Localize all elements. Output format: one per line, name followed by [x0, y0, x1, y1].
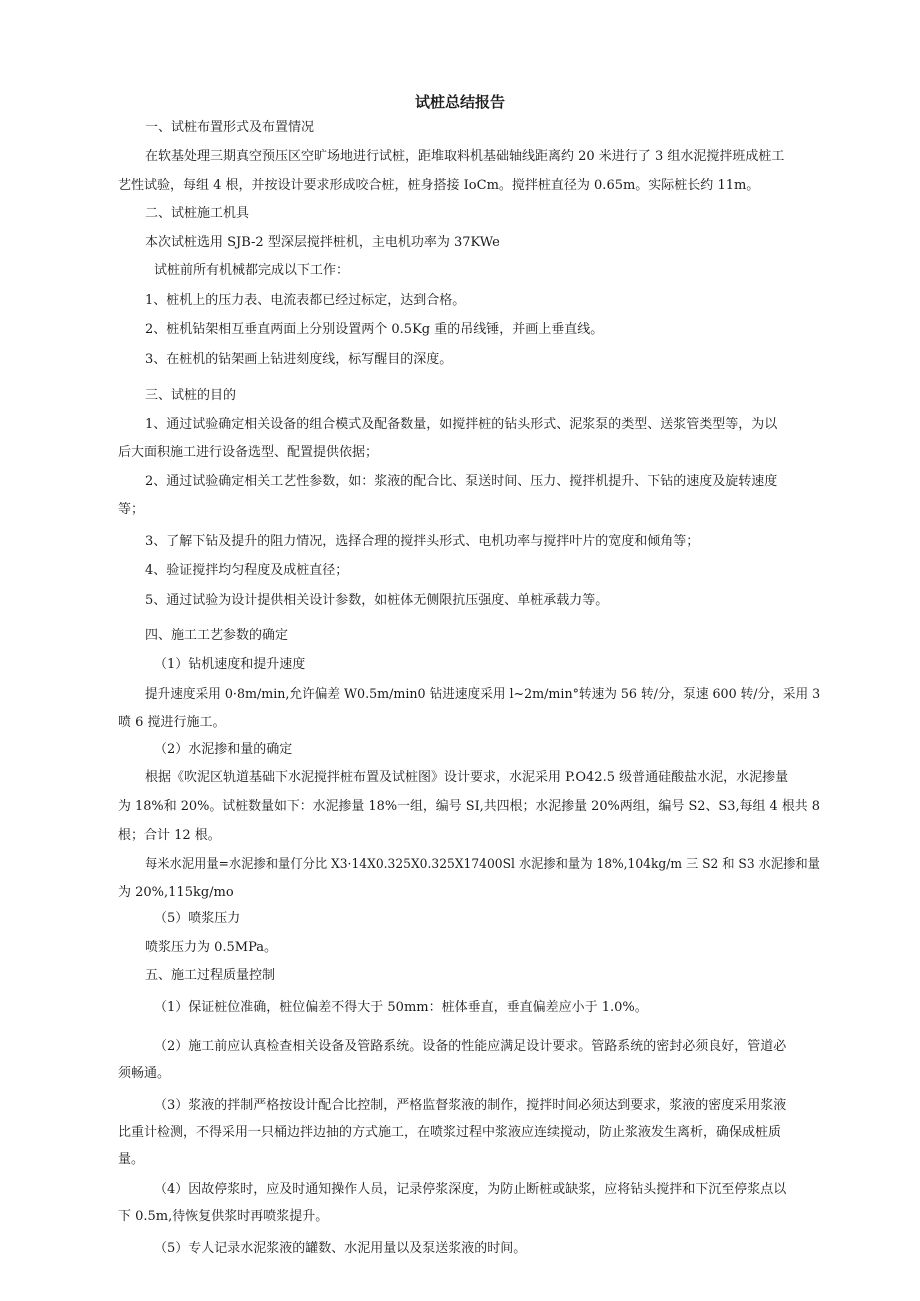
list-item-continuation: 须畅通。 [118, 1066, 171, 1081]
list-item: （1）保证桩位准确，桩位偏差不得大于 50mm：桩体垂直，垂直偏差应小于 1.0%。 [154, 1000, 648, 1015]
section-heading-1: 一、试桩布置形式及布置情况 [145, 120, 315, 135]
subsection-heading: （1）钻机速度和提升速度 [154, 657, 306, 672]
list-item-continuation: 比重计检测，不得采用一只桶边拌边抽的方式施工，在喷浆过程中浆液应连续搅动，防止浆液发生离析，确保成桩质 [118, 1125, 782, 1140]
paragraph-line: 根据《吹泥区轨道基础下水泥搅拌桩布置及试桩图》设计要求，水泥采用 P.O42.5 级普通硅酸盐水泥，水泥掺量 [145, 770, 789, 785]
paragraph-line: 艺性试验，每组 4 根，并按设计要求形成咬合桩，桩身搭接 IoCm。搅拌桩直径为 0.65m。实际桩长约 11m。 [118, 178, 760, 193]
list-item: 3、了解下钻及提升的阻力情况，选择合理的搅拌头形式、电机功率与搅拌叶片的宽度和倾角等； [145, 534, 700, 549]
list-item: 1、桩机上的压力表、电流表都已经过标定，达到合格。 [145, 293, 466, 308]
paragraph-line: 每米水泥用量=水泥掺和量仃分比 X3·14X0.325X0.325X17400Sl 水泥掺和量为 18%,104kg∕m 三 S2 和 S3 水泥掺和量 [145, 857, 820, 872]
paragraph-line: 在软基处理三期真空预压区空旷场地进行试桩，距堆取料机基础轴线距离约 20 米进行了 3 组水泥搅拌班成桩工 [145, 149, 785, 164]
list-item-continuation: 后大面积施工进行设备选型、配置提供依据； [118, 445, 379, 460]
list-item: 2、通过试验确定相关工艺性参数，如：浆液的配合比、泵送时间、压力、搅拌机提升、下钻的速度及旋转速度 [145, 474, 778, 489]
list-item: 2、桩机钻架相互垂直两面上分别设置两个 0.5Kg 重的吊线锤，并画上垂直线。 [145, 322, 604, 337]
list-item: （5）专人记录水泥浆液的罐数、水泥用量以及泵送浆液的时间。 [154, 1241, 527, 1256]
list-item-continuation: 下 0.5m,待恢复供浆时再喷浆提升。 [118, 1209, 329, 1224]
section-heading-3: 三、试桩的目的 [145, 388, 237, 403]
paragraph-line: 提升速度采用 0·8m∕min,允许偏差 W0.5m∕min0 钻进速度采用 l~2m∕min°转速为 56 转/分，泵速 600 转/分，采用 3 [145, 687, 821, 702]
list-item: 4、验证搅拌均匀程度及成桩直径； [145, 563, 349, 578]
list-item: 5、通过试验为设计提供相关设计参数，如桩体无侧限抗压强度、单桩承载力等。 [145, 593, 609, 608]
paragraph-line: 喷浆压力为 0.5MPa。 [145, 940, 278, 955]
paragraph-line: 本次试桩选用 SJB-2 型深层搅拌桩机，主电机功率为 37KWe [145, 235, 500, 250]
paragraph-line: 为 18%和 20%。试桩数量如下：水泥掺量 18%一组，编号 SI,共四根；水泥掺量 20%两组，编号 S2、S3,每组 4 根共 8 [118, 799, 820, 814]
list-item-continuation: 量。 [118, 1152, 145, 1167]
subsection-heading: （5）喷浆压力 [154, 911, 241, 926]
list-item: 3、在桩机的钻架画上钻进刻度线，标写醒目的深度。 [145, 352, 453, 367]
paragraph-line: 试桩前所有机械都完成以下工作： [154, 263, 350, 278]
subsection-heading: （2）水泥掺和量的确定 [154, 742, 293, 757]
section-heading-2: 二、试桩施工机具 [145, 206, 250, 221]
paragraph-line: 喷 6 搅进行施工。 [118, 715, 226, 730]
section-heading-4: 四、施工工艺参数的确定 [145, 628, 289, 643]
paragraph-line: 为 20%,115kg∕mo [118, 885, 234, 900]
paragraph-line: 根；合计 12 根。 [118, 828, 221, 843]
list-item: 1、通过试验确定相关设备的组合模式及配备数量，如搅拌桩的钻头形式、泥浆泵的类型、送浆管类型等，为以 [145, 417, 778, 432]
document-title: 试桩总结报告 [414, 93, 505, 111]
list-item: （3）浆液的拌制严格按设计配合比控制，严格监督浆液的制作，搅拌时间必须达到要求，浆液的密度采用浆液 [154, 1098, 787, 1113]
list-item: （2）施工前应认真检查相关设备及管路系统。设备的性能应满足设计要求。管路系统的密封必须良好，管道必 [154, 1039, 787, 1054]
section-heading-5: 五、施工过程质量控制 [145, 968, 276, 983]
list-item-continuation: 等； [118, 502, 145, 517]
list-item: （4）因故停浆时，应及时通知操作人员，记录停浆深度，为防止断桩或缺浆，应将钻头搅拌和下沉至停浆点以 [154, 1182, 787, 1197]
